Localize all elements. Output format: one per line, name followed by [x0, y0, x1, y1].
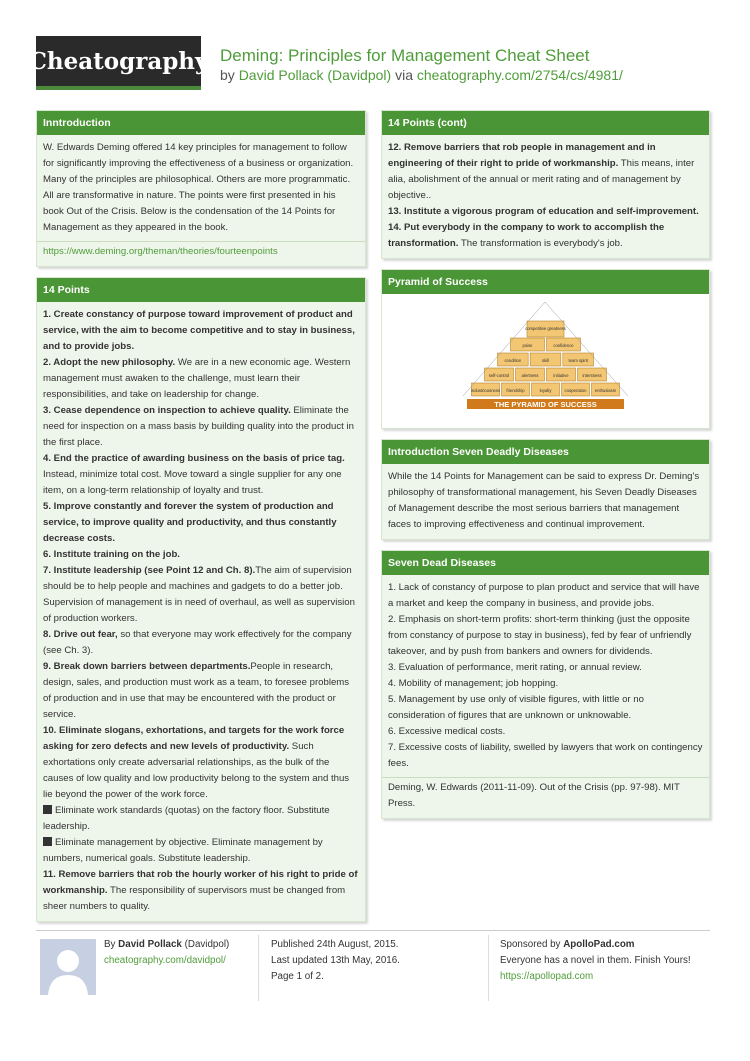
pyramid-block-label: self-control	[488, 373, 510, 378]
footer-sponsor	[500, 937, 691, 985]
section-header: Inntroduction	[37, 111, 365, 135]
list-item: 5. Management by use only of visible figures, with little or no consideration of figures that are unknown or unknowable.	[388, 694, 644, 721]
footer-author-handle: (Davidpol)	[184, 939, 230, 950]
point-title: 8. Drive out fear,	[43, 629, 118, 640]
sponsor-link[interactable]: https://apollopad.com	[500, 971, 594, 982]
footer-author-link[interactable]: cheatography.com/davidpol/	[104, 955, 226, 966]
introduction-section	[36, 110, 366, 267]
list-item	[43, 307, 359, 355]
pyramid-banner-text: THE PYRAMID OF SUCCESS	[494, 400, 597, 409]
section-header: Pyramid of Success	[382, 270, 709, 294]
pyramid-block-label: alertness	[521, 373, 539, 378]
point-text: Such exhortations only create adversarial relationships, as the bulk of the causes of low quality and low productivity belong to the system and thus lie beyond the power of the work force.	[43, 741, 350, 800]
list-item: 1. Lack of constancy of purpose to plan product and service that will have a market and keep the company in business, and provide jobs.	[388, 582, 700, 609]
footer-author-name: David Pollack	[118, 939, 182, 950]
author-link[interactable]: David Pollack (Davidpol)	[238, 67, 392, 83]
pyramid-block-label: condition	[504, 358, 522, 363]
section-header: 14 Points (cont)	[382, 111, 709, 135]
point-title: 14. Put everybody in the company to work to accomplish the transformation.	[388, 222, 665, 249]
point-title: 6. Institute training on the job.	[43, 549, 180, 560]
byline-via: via	[395, 67, 413, 83]
list-item	[388, 204, 703, 220]
list-item: 7. Excessive costs of liability, swelled by lawyers that work on contingency fees.	[388, 742, 703, 769]
list-item	[43, 627, 359, 659]
byline-by: by	[220, 67, 235, 83]
point-title: 13. Institute a vigorous program of education and self-improvement.	[388, 206, 699, 217]
citation: Deming, W. Edwards (2011-11-09). Out of the Crisis (pp. 97-98). MIT Press.	[388, 782, 680, 809]
fourteen-points-cont-section	[381, 110, 710, 259]
footer-dates	[271, 937, 400, 985]
list-item	[43, 835, 359, 867]
point-text: People in research, design, sales, and production must work as a team, to foresee problems of production and in use that may be encountered with the product or service.	[43, 661, 350, 720]
sponsor-name: ApolloPad.com	[563, 939, 635, 950]
point-text: Instead, minimize total cost. Move toward a single supplier for any one item, on a long-term relationship of loyalty and trust.	[43, 469, 342, 496]
point-title: 1. Create constancy of purpose toward improvement of product and service, with the aim to become competitive and to stay in business, and to provide jobs.	[43, 309, 355, 352]
updated-date: Last updated 13th May, 2016.	[271, 955, 400, 966]
bullet-square-icon	[43, 805, 52, 814]
avatar	[40, 939, 96, 995]
pyramid-block-label: cooperation	[564, 388, 587, 393]
sponsor-tagline: Everyone has a novel in them. Finish Yours!	[500, 955, 691, 966]
deming-link[interactable]: https://www.deming.org/theman/theories/fourteenpoints	[43, 246, 278, 257]
footer-author	[104, 937, 229, 969]
page-title: Deming: Principles for Management Cheat Sheet	[220, 46, 590, 65]
point-title: 11. Remove barriers that rob the hourly worker of his right to pride of workmanship.	[43, 869, 358, 896]
point-title: 2. Adopt the new philosophy.	[43, 357, 176, 368]
list-item: 4. Mobility of management; job hopping.	[388, 678, 559, 689]
point-text: The transformation is everybody's job.	[458, 238, 623, 249]
pyramid-block-label: loyalty	[539, 388, 552, 393]
list-item	[43, 355, 359, 403]
point-text: The aim of supervision should be to help people and machines and gadgets to do a better job. Supervision of management is in need of overhaul, as well as supervision of production workers.	[43, 565, 355, 624]
pyramid-block-label: intentness	[582, 373, 602, 378]
section-header: 14 Points	[37, 278, 365, 302]
point-title: 9. Break down barriers between departments.	[43, 661, 251, 672]
pyramid-section	[381, 269, 710, 429]
cheatography-logo[interactable]	[28, 36, 209, 90]
right-column	[381, 110, 710, 829]
point-text: Eliminate the need for inspection on a mass basis by building quality into the product in the first place.	[43, 405, 354, 448]
list-item: 6. Excessive medical costs.	[388, 726, 506, 737]
pyramid-block-label: friendship	[506, 388, 525, 393]
footer	[36, 930, 710, 1011]
seven-diseases-intro-section	[381, 439, 710, 540]
list-item	[43, 867, 359, 915]
section-header: Seven Dead Diseases	[382, 551, 709, 575]
left-column	[36, 110, 366, 932]
sponsored-by: Sponsored by	[500, 939, 561, 950]
intro-text: W. Edwards Deming offered 14 key principles for management to follow for significantly improving the effectiveness of a business or organization. Many of the principles are philosophical. Others are more programmatic. All are transformative in nature. The points were first presented in his book Out of the Crisis. Below is the condensation of the 14 Points for Management as they appeared in the book.	[43, 142, 354, 233]
point-title: 3. Cease dependence on inspection to achieve quality.	[43, 405, 291, 416]
list-item	[388, 220, 703, 252]
list-item: 3. Evaluation of performance, merit rating, or annual review.	[388, 662, 642, 673]
list-item	[43, 403, 359, 451]
list-item	[43, 723, 359, 803]
sheet-url-link[interactable]: cheatography.com/2754/cs/4981/	[416, 67, 623, 83]
pyramid-of-success-diagram	[443, 302, 648, 420]
byline	[220, 67, 623, 83]
point-title: 10. Eliminate slogans, exhortations, and targets for the work force asking for zero defects and new levels of productivity.	[43, 725, 345, 752]
list-item	[43, 563, 359, 627]
pyramid-outline	[463, 302, 628, 396]
footer-by: By	[104, 939, 116, 950]
pyramid-block-label: enthusiasm	[594, 388, 617, 393]
pyramid-block-label: initiative	[553, 373, 569, 378]
list-item	[43, 803, 359, 835]
point-title: 4. End the practice of awarding business on the basis of price tag.	[43, 453, 345, 464]
point-text: We are in a new economic age. Western management must awaken to the challenge, must learn their responsibilities, and take on leadership for change.	[43, 357, 351, 400]
point-text: so that everyone may work effectively for the company (see Ch. 3).	[43, 629, 352, 656]
pyramid-block-label: industriousness	[470, 388, 501, 393]
list-item	[43, 547, 359, 563]
pyramid-block-label: poise	[522, 343, 533, 348]
bullet-square-icon	[43, 837, 52, 846]
pyramid-block-label: skill	[542, 358, 549, 363]
logo-text: Cheatography	[28, 47, 209, 75]
list-item	[388, 140, 703, 204]
bullet-text: Eliminate management by objective. Eliminate management by numbers, numerical goals. Substitute leadership.	[43, 837, 323, 864]
fourteen-points-section	[36, 277, 366, 922]
section-header: Introduction Seven Deadly Diseases	[382, 440, 709, 464]
pyramid-image	[382, 294, 709, 428]
list-item	[43, 659, 359, 723]
point-title: 5. Improve constantly and forever the system of production and service, to improve quality and productivity, and thus constantly decrease costs.	[43, 501, 337, 544]
point-title: 7. Institute leadership (see Point 12 and Ch. 8).	[43, 565, 256, 576]
point-text: This means, inter alia, abolishment of the annual or merit rating and of management by objective..	[388, 158, 695, 201]
list-item	[43, 451, 359, 499]
point-title: 12. Remove barriers that rob people in management and in engineering of their right to pride of workmanship.	[388, 142, 656, 169]
pyramid-block-label: team spirit	[568, 358, 588, 363]
seven-intro-text: While the 14 Points for Management can be said to express Dr. Deming's philosophy of transformational management, his Seven Deadly Diseases of Management describe the most serious barriers that management faces to improving effectiveness and continual improvement.	[388, 471, 700, 530]
published-date: Published 24th August, 2015.	[271, 939, 399, 950]
point-text: The responsibility of supervisors must be changed from sheer numbers to quality.	[43, 885, 346, 912]
pyramid-apex-label: competitive greatness	[525, 326, 566, 331]
list-item: 2. Emphasis on short-term profits: short-term thinking (just the opposite from constancy of purpose to stay in business), fed by fear of unfriendly takeover, and by push from bankers and owners for dividends.	[388, 614, 692, 657]
page-number: Page 1 of 2.	[271, 971, 324, 982]
seven-diseases-section	[381, 550, 710, 819]
pyramid-block-label: confidence	[553, 343, 574, 348]
bullet-text: Eliminate work standards (quotas) on the factory floor. Substitute leadership.	[43, 805, 330, 832]
list-item	[43, 499, 359, 547]
